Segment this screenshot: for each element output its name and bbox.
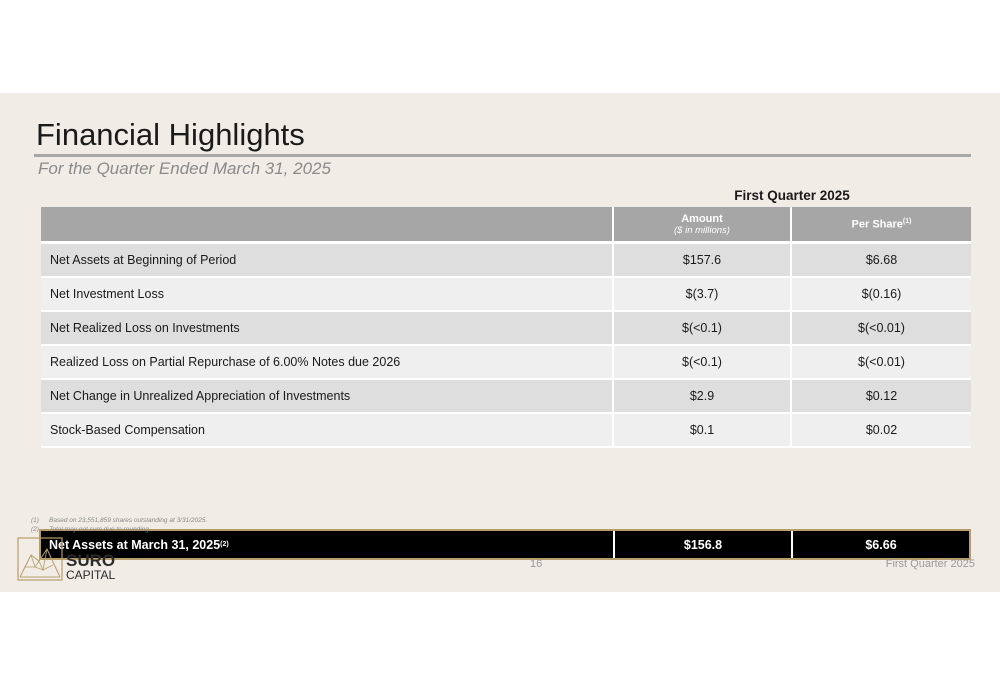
slide [0, 93, 1000, 592]
header-per-share-cell [790, 207, 971, 241]
header-amount-sub: ($ in millions) [674, 224, 730, 236]
row-amount: $(3.7) [612, 278, 790, 310]
table-row [41, 346, 971, 380]
row-per-share: $6.68 [790, 244, 971, 276]
row-per-share: $0.02 [790, 414, 971, 446]
row-amount: $0.1 [612, 414, 790, 446]
page-number: 16 [530, 558, 543, 570]
row-per-share: $(<0.01) [790, 346, 971, 378]
footer-quarter-label: First Quarter 2025 [885, 558, 975, 570]
row-label: Net Realized Loss on Investments [50, 321, 240, 335]
table-row [41, 312, 971, 346]
row-per-share: $(0.16) [790, 278, 971, 310]
header-amount: Amount [681, 212, 723, 225]
column-group-heading: First Quarter 2025 [734, 188, 850, 203]
row-label: Realized Loss on Partial Repurchase of 6.00% Notes due 2026 [50, 355, 401, 369]
row-amount: $2.9 [612, 380, 790, 412]
logo-text-capital: CAPITAL [66, 568, 116, 582]
row-amount: $(<0.1) [612, 346, 790, 378]
total-per-share: $6.66 [791, 531, 969, 558]
table-row [41, 414, 971, 448]
row-label: Net Change in Unrealized Appreciation of Investments [50, 389, 351, 403]
row-per-share: $(<0.01) [790, 312, 971, 344]
title-divider [34, 154, 971, 157]
footnote-item [31, 516, 207, 525]
header-label-cell [41, 207, 612, 241]
page-title: Financial Highlights [36, 117, 305, 152]
table-row [41, 278, 971, 312]
company-logo [17, 537, 127, 581]
footnote-number: (2) [31, 526, 39, 533]
total-amount: $156.8 [613, 531, 791, 558]
header-amount-cell [612, 207, 790, 241]
header-per-share-label: Per Share [851, 218, 903, 231]
page-subtitle: For the Quarter Ended March 31, 2025 [38, 159, 331, 178]
row-amount: $(<0.1) [612, 312, 790, 344]
mountain-logo-icon [17, 537, 63, 581]
row-amount: $157.6 [612, 244, 790, 276]
footnote-number: (1) [31, 517, 39, 524]
table-row [41, 244, 971, 278]
footnote-ref-2: (2) [220, 541, 229, 548]
footnotes [31, 516, 207, 534]
table-header-row [41, 207, 971, 244]
row-label: Net Assets at Beginning of Period [50, 253, 237, 267]
footnote-ref-1: (1) [902, 217, 912, 225]
financial-table [41, 207, 971, 448]
total-label: Net Assets at March 31, 2025 [49, 537, 221, 552]
footnote-text: Based on 23,551,859 shares outstanding at 3/31/2025. [49, 517, 208, 524]
footnote-text: Total may not sum due to rounding. [49, 526, 151, 533]
row-per-share: $0.12 [790, 380, 971, 412]
logo-text-suro: SURO [66, 551, 116, 570]
row-label: Stock-Based Compensation [50, 423, 205, 437]
row-label: Net Investment Loss [50, 287, 164, 301]
table-row [41, 380, 971, 414]
footnote-item [31, 525, 207, 534]
header-per-share [852, 218, 912, 231]
